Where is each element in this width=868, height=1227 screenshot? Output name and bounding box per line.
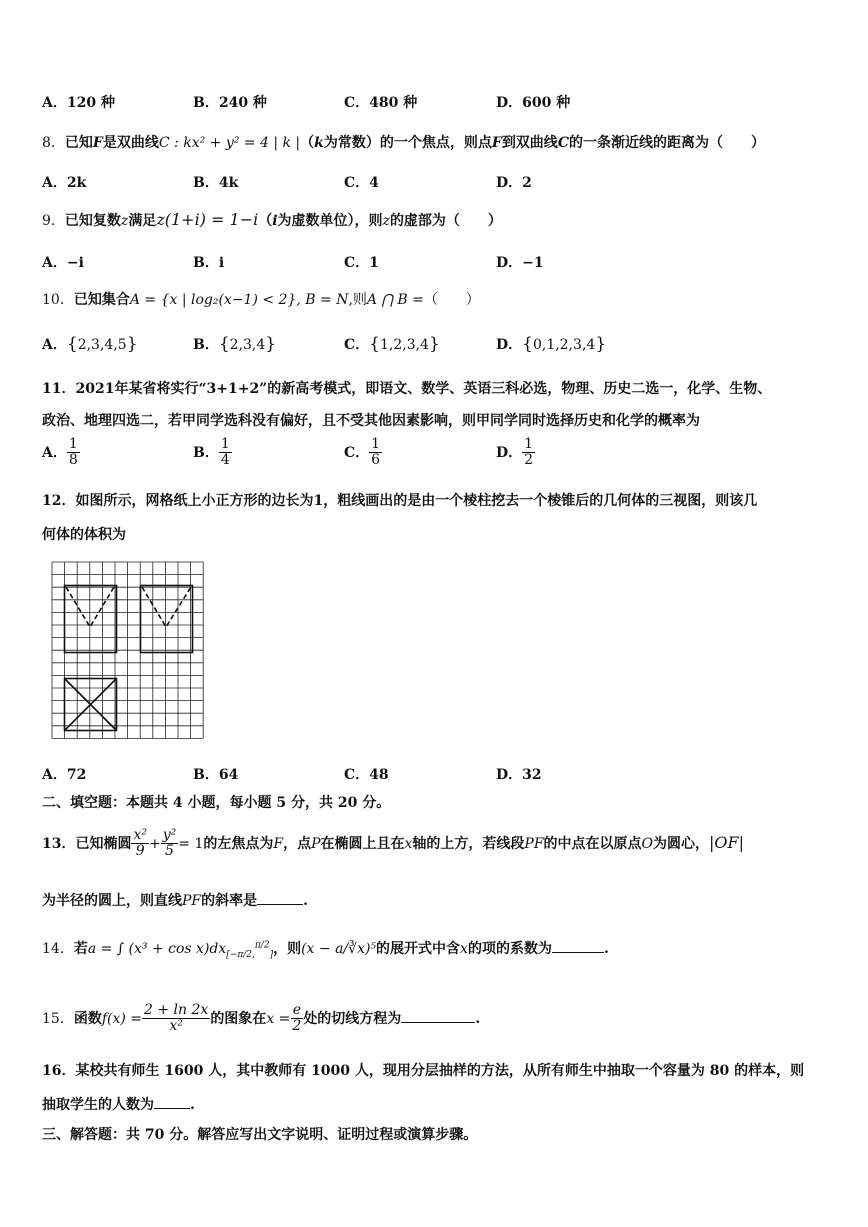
q11-option-c: C． $\frac{1}{6}$: [344, 436, 381, 469]
q14-binomial: (x − a/∛x)⁵: [301, 941, 377, 957]
q11-line2: 政治、地理四选二，若甲同学选科没有偏好，且不受其他因素影响，则甲同学同时选择历史和化学的概率为: [42, 413, 700, 429]
q7-option-b: B．240 种: [193, 95, 267, 111]
q15-stem: 15．函数f(x) = $\frac{2 + \ln 2x}{\text{x²}}$ 的图象在x = $\frac{e}{2}$ 处的切线方程为 .: [42, 1002, 481, 1035]
q8-option-a: A．2k: [42, 175, 87, 191]
q8-option-d: D．2: [496, 175, 532, 191]
q8-option-b: B．4k: [193, 175, 239, 191]
q10-formula2: A ⋂ B =: [366, 292, 424, 308]
q11-line1: 11．2021年某省将实行“3+1+2”的新高考模式，即语文、数学、英语三科必选，物理、历史二选一，化学、生物、: [42, 381, 772, 397]
q10-stem: 10．已知集合A = {x | log₂(x−1) < 2}, B = N,则A ⋂ B =（ ）: [42, 292, 480, 308]
q14-integral: a = ∫ $(x^3 + \cos x)dx_{[-\pi/2,}^{\pi/2}_]$: [87, 940, 274, 960]
q8-stem: 8．已知F是双曲线C : kx² + y² = 4 | k |（k为常数）的一个焦点，则点F到双曲线C的一条渐近线的距离为（ ）: [42, 135, 765, 151]
q13-line2: 为半径的圆上，则直线PF的斜率是 .: [42, 893, 309, 909]
q11-option-d: D． $\frac{1}{2}$: [496, 436, 534, 469]
q14-stem: 14．若a = ∫ $(x^3 + \cos x)dx_{[-\pi/2,}^{\pi/2}_]$，则(x − a/∛x)⁵的展开式中含x的项的系数为 .: [42, 940, 609, 960]
q10-option-b: B．{2,3,4}: [193, 334, 277, 354]
q9-option-d: D．−1: [496, 255, 544, 271]
q16-answer-blank: [154, 1096, 190, 1109]
q7-option-c: C．480 种: [344, 95, 418, 111]
q8-formula: C : kx² + y² = 4 | k |: [158, 135, 301, 151]
q12-option-d: D．32: [496, 767, 542, 783]
three-view-figure: [50, 560, 210, 746]
q12-line1: 12．如图所示，网格纸上小正方形的边长为1，粗线画出的是由一个棱柱挖去一个棱锥后的几何体的三视图，则该几: [42, 493, 758, 509]
q10-option-a: A．{2,3,4,5}: [42, 334, 138, 354]
q11-option-a: A． $\frac{1}{8}$: [42, 436, 78, 469]
q12-option-b: B．64: [193, 767, 239, 783]
side-view-dashed-edges: [142, 587, 191, 627]
q9-option-b: B．i: [193, 255, 225, 271]
q8-option-c: C．4: [344, 175, 379, 191]
q9-stem: 9．已知复数z满足z(1+i) = 1−i（i为虚数单位），则z的虚部为（ ）: [42, 210, 502, 229]
q10-formula: A = {x | log₂(x−1) < 2}, B = N: [129, 292, 349, 308]
q12-option-c: C．48: [344, 767, 389, 783]
q10-option-c: C．{1,2,3,4}: [344, 334, 440, 354]
q10-option-d: D．{0,1,2,3,4}: [496, 334, 607, 354]
q16-line2: 抽取学生的人数为 .: [42, 1097, 195, 1113]
q9-option-a: A．−i: [42, 255, 84, 271]
q15-answer-blank: [401, 1010, 475, 1023]
q9-formula: z(1+i) = 1−i: [156, 210, 259, 229]
q11-option-b: B． $\frac{1}{4}$: [193, 436, 230, 469]
section2-heading: 二、填空题：本题共 4 小题，每小题 5 分，共 20 分。: [42, 795, 391, 811]
q12-option-a: A．72: [42, 767, 87, 783]
q12-line2: 何体的体积为: [42, 527, 126, 543]
q7-option-a: A．120 种: [42, 95, 115, 111]
q13-stem: 13．已知椭圆 $\frac{\text{x²}}{9}$ + $\frac{\text{y²}}{5}$ = 1的左焦点为F，点P在椭圆上且在x轴的上方，若线段PF的中点在以原点O为圆心，|OF|: [42, 827, 745, 860]
q9-option-c: C．1: [344, 255, 379, 271]
q16-line1: 16．某校共有师生 1600 人，其中教师有 1000 人，现用分层抽样的方法，从所有师生中抽取一个容量为 80 的样本，则: [42, 1063, 805, 1079]
q7-option-d: D．600 种: [496, 95, 571, 111]
q14-answer-blank: [552, 940, 604, 953]
section3-heading: 三、解答题：共 70 分。解答应写出文字说明、证明过程或演算步骤。: [42, 1127, 478, 1143]
q13-answer-blank: [257, 892, 303, 905]
side-view-rect: [141, 586, 193, 653]
